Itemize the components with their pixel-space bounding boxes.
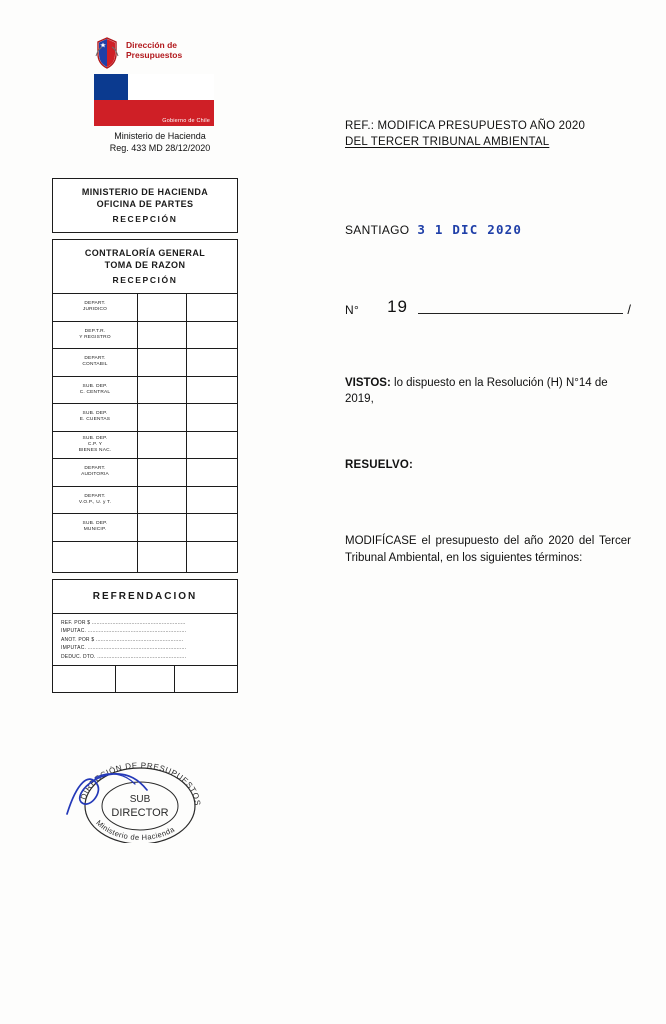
reception-title [53,179,237,214]
org-name [126,40,182,60]
reference-label: REF.: [345,120,375,132]
reference-line2: DEL TERCER TRIBUNAL AMBIENTAL [345,136,550,148]
row-cell-a [138,322,187,349]
main-paragraph: MODIFÍCASE el presupuesto del año 2020 del Tercer Tribunal Ambiental, en los siguientes términos: [345,535,631,564]
refrendacion-cell-2 [116,666,175,692]
number-label: N° [345,303,360,317]
row-label-line1: SUB. DEP. [82,383,108,389]
flag-red-band [94,100,214,126]
row-label [53,349,138,376]
row-label [53,432,138,459]
row-label-line2: CONTABIL [82,362,108,368]
city-label: SANTIAGO [345,223,410,237]
reception-subtitle: RECEPCIÓN [112,214,178,224]
row-label-line1: SUB. DEP. [82,411,108,417]
row-cell-a [138,514,187,541]
reception-stamp-box [52,178,238,233]
row-cell-b [187,349,237,376]
row-label-line1: DEP.T.R. [84,328,106,334]
number-rule [418,312,623,314]
number-line [345,297,631,317]
row-label-line2: C. CENTRAL [79,389,111,395]
contraloria-table [53,293,237,572]
row-cell-b [187,514,237,541]
svg-text:DIRECCIÓN DE PRESUPUESTOS: DIRECCIÓN DE PRESUPUESTOS [78,760,203,807]
refrendacion-line: DEDUC. DTO. ........................................................ [61,653,187,660]
row-label [53,294,138,321]
row-label-line2: MUNICIP. [83,527,107,533]
document-body [345,118,631,566]
row-label [53,459,138,486]
reception-title-line1: MINISTERIO DE HACIENDA [81,187,209,197]
svg-text:Ministerio de Hacienda: Ministerio de Hacienda [94,818,177,843]
logo-row [92,30,232,70]
row-label-line1: DEPART. [84,301,106,307]
reception-title-line2: OFICINA DE PARTES [96,199,194,209]
row-label-line2: Y REGISTRO [79,334,111,340]
refrendacion-cell-3 [175,666,237,692]
table-row [53,322,237,350]
row-label-line3: BIENES NAC. [78,447,112,453]
table-row [53,349,237,377]
row-cell-a [138,377,187,404]
refrendacion-box [52,579,238,694]
row-label [53,377,138,404]
contraloria-title-line2: TOMA DE RAZON [104,260,186,270]
org-name-line2: Presupuestos [126,50,183,60]
table-row [53,487,237,515]
flag-caption: Gobierno de Chile [162,118,210,124]
row-cell-b [187,542,237,572]
chile-coat-of-arms-icon [94,36,120,70]
row-label [53,404,138,431]
row-label-line1: DEPART. [84,466,106,472]
reference-heading [345,118,631,150]
refrendacion-bottom-row [53,665,237,692]
refrendacion-title: REFRENDACION [92,590,198,602]
row-label-line2: E. CUENTAS [79,417,111,423]
resuelvo-label: RESUELVO: [345,459,414,471]
contraloria-subtitle: RECEPCIÓN [112,275,178,285]
table-row [53,459,237,487]
vistos-label: VISTOS: [345,377,391,389]
contraloria-title [53,240,237,275]
table-row [53,514,237,542]
reference-line1: MODIFICA PRESUPUESTO AÑO 2020 [377,120,586,132]
stamp-column [52,178,238,693]
row-label-line2: JURIDICO [82,307,108,313]
number-value: 19 [387,297,408,316]
contraloria-title-line1: CONTRALORÍA GENERAL [84,248,206,258]
row-label-line2: V.O.P., U. y T. [78,499,112,505]
date-stamp: 3 1 DIC 2020 [417,222,523,237]
table-row [53,377,237,405]
registry-line: Reg. 433 MD 28/12/2020 [109,142,211,153]
row-label [53,322,138,349]
row-cell-b [187,322,237,349]
org-name-line1: Dirección de [126,40,178,50]
row-cell-a [138,542,187,572]
row-cell-a [138,459,187,486]
row-cell-a [138,404,187,431]
svg-text:SUB: SUB [129,794,151,805]
refrendacion-line: ANOT. POR $ ....................................................... [61,636,184,643]
ministry-block [90,131,230,154]
vistos-paragraph [345,375,631,407]
row-cell-b [187,294,237,321]
row-label-line2: C.P. Y [87,441,103,447]
row-label [53,487,138,514]
city-date-line [345,222,631,237]
ministry-name: Ministerio de Hacienda [114,131,206,141]
row-cell-a [138,487,187,514]
row-cell-b [187,377,237,404]
refrendacion-cell-1 [53,666,116,692]
table-row [53,432,237,460]
number-slash: / [627,302,631,317]
refrendacion-line: IMPUTAC. .............................................................. [61,628,187,635]
table-row-blank [53,542,237,572]
vistos-text: lo dispuesto en la Resolución (H) N°14 de 2019, [345,377,608,405]
refrendacion-fields [53,613,237,666]
row-label-line1: DEPART. [84,493,106,499]
row-cell-a [138,349,187,376]
chile-flag-graphic [94,74,214,126]
flag-blue-field [94,74,128,100]
row-label-line1: SUB. DEP. [82,521,108,527]
refrendacion-line: IMPUTAC. .............................................................. [61,645,187,652]
row-label-line2: AUDITORIA [81,472,109,478]
signature-stamp [55,748,235,843]
refrendacion-line: REF. POR $ ........................................................... [61,619,186,626]
row-label-line1: DEPART. [84,356,106,362]
row-cell-b [187,459,237,486]
letterhead [92,30,232,154]
row-label [53,514,138,541]
row-cell-b [187,404,237,431]
table-row [53,294,237,322]
table-row [53,404,237,432]
contraloria-stamp-box [52,239,238,573]
row-cell-b [187,487,237,514]
row-label-line1: SUB. DEP. [82,435,108,441]
svg-text:DIRECTOR: DIRECTOR [111,807,169,819]
row-cell-b [187,432,237,459]
row-label [53,542,138,572]
row-cell-a [138,432,187,459]
flag-white-band [128,74,214,100]
row-cell-a [138,294,187,321]
